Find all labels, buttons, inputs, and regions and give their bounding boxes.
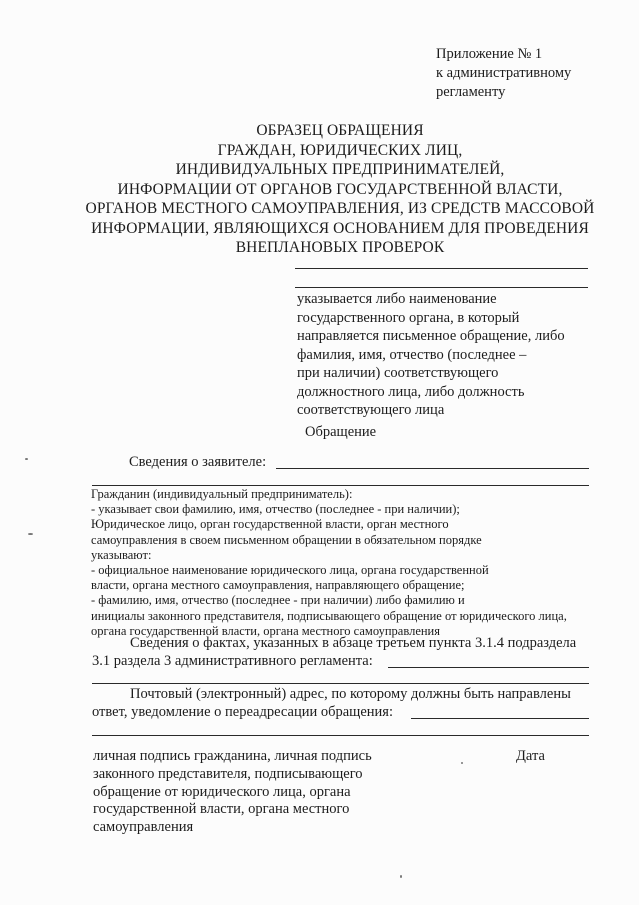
facts-blank-line[interactable] xyxy=(92,683,589,684)
address-blank-line[interactable] xyxy=(411,718,589,719)
applicant-blank-line[interactable] xyxy=(92,485,589,486)
addressee-hint xyxy=(297,290,565,420)
addressee-blank-line[interactable] xyxy=(295,268,588,269)
applicant-note-line: самоуправления в своем письменном обращении в обязательном порядке xyxy=(91,532,482,547)
title-line: ГРАЖДАН, ЮРИДИЧЕСКИХ ЛИЦ, xyxy=(217,141,463,159)
addressee-hint-line: указывается либо наименование xyxy=(297,291,497,307)
signature-line: законного представителя, подписывающего xyxy=(93,765,363,782)
addressee-hint-line: соответствующего лица xyxy=(297,402,445,418)
scan-speck xyxy=(400,875,402,878)
address-line-1: Почтовый (электронный) адрес, по которому должны быть направлены xyxy=(130,686,571,702)
applicant-note-line: органа государственной власти, органа местного самоуправления xyxy=(91,623,440,638)
signature-line: самоуправления xyxy=(93,819,194,836)
scan-speck xyxy=(28,533,33,535)
appendix-line: Приложение № 1 xyxy=(436,46,543,62)
applicant-note-line: - официальное наименование юридического лица, органа государственной xyxy=(91,563,489,578)
applicant-note-line: Гражданин (индивидуальный предприниматель): xyxy=(91,487,353,501)
applicant-notes xyxy=(91,487,567,639)
document-title xyxy=(60,121,620,258)
facts-line-1: Сведения о фактах, указанных в абзаце третьем пункта 3.1.4 подраздела xyxy=(130,635,577,651)
appendix-line: регламенту xyxy=(436,84,506,100)
date-label: Дата xyxy=(516,748,545,764)
applicant-note-line: указывают: xyxy=(91,547,152,562)
appeal-heading: Обращение xyxy=(305,424,377,440)
title-line: ИНДИВИДУАЛЬНЫХ ПРЕДПРИНИМАТЕЛЕЙ, xyxy=(175,161,505,178)
title-line: ИНФОРМАЦИИ ОТ ОРГАНОВ ГОСУДАРСТВЕННОЙ ВЛАСТИ, xyxy=(117,180,563,198)
appendix-line: к административному xyxy=(436,65,572,81)
address-line-2: ответ, уведомление о переадресации обращения: xyxy=(92,704,394,720)
applicant-note-line: Юридическое лицо, орган государственной власти, орган местного xyxy=(91,517,449,532)
addressee-hint-line: направляется письменное обращение, либо xyxy=(297,328,565,344)
scan-speck xyxy=(25,458,28,460)
facts-blank-line[interactable] xyxy=(388,667,589,668)
addressee-blank-line[interactable] xyxy=(295,287,588,288)
applicant-label: Сведения о заявителе: xyxy=(129,454,267,470)
applicant-note-line: - фамилию, имя, отчество (последнее - при наличии) либо фамилию и xyxy=(91,593,465,608)
title-line: ОРГАНОВ МЕСТНОГО САМОУПРАВЛЕНИЯ, ИЗ СРЕДСТВ МАССОВОЙ xyxy=(85,200,595,217)
addressee-hint-line: при наличии) соответствующего xyxy=(297,365,499,381)
addressee-hint-line: государственного органа, в который xyxy=(297,309,520,326)
signature-line: обращение от юридического лица, органа xyxy=(93,783,351,800)
applicant-note-line: - указывает свои фамилию, имя, отчество (последнее - при наличии); xyxy=(91,502,460,517)
scan-speck xyxy=(461,762,463,764)
applicant-note-line: власти, органа местного самоуправления, направляющего обращение; xyxy=(91,578,465,593)
title-line: ИНФОРМАЦИИ, ЯВЛЯЮЩИХСЯ ОСНОВАНИЕМ ДЛЯ ПРОВЕДЕНИЯ xyxy=(91,219,589,237)
applicant-note-line: инициалы законного представителя, подписывающего обращение от юридического лица, xyxy=(91,608,567,623)
appendix-note xyxy=(436,45,571,102)
address-blank-line[interactable] xyxy=(92,735,589,736)
signature-line: государственной власти, органа местного xyxy=(93,801,350,818)
signature-caption xyxy=(93,748,372,837)
title-line: ВНЕПЛАНОВЫХ ПРОВЕРОК xyxy=(235,239,445,256)
title-line: ОБРАЗЕЦ ОБРАЩЕНИЯ xyxy=(256,122,424,139)
signature-line: личная подпись гражданина, личная подпись xyxy=(93,748,372,764)
addressee-hint-line: фамилия, имя, отчество (последнее – xyxy=(297,346,527,363)
facts-line-2: 3.1 раздела 3 административного регламента: xyxy=(92,653,373,669)
applicant-blank-line[interactable] xyxy=(276,468,589,469)
addressee-hint-line: должностного лица, либо должность xyxy=(297,383,525,400)
